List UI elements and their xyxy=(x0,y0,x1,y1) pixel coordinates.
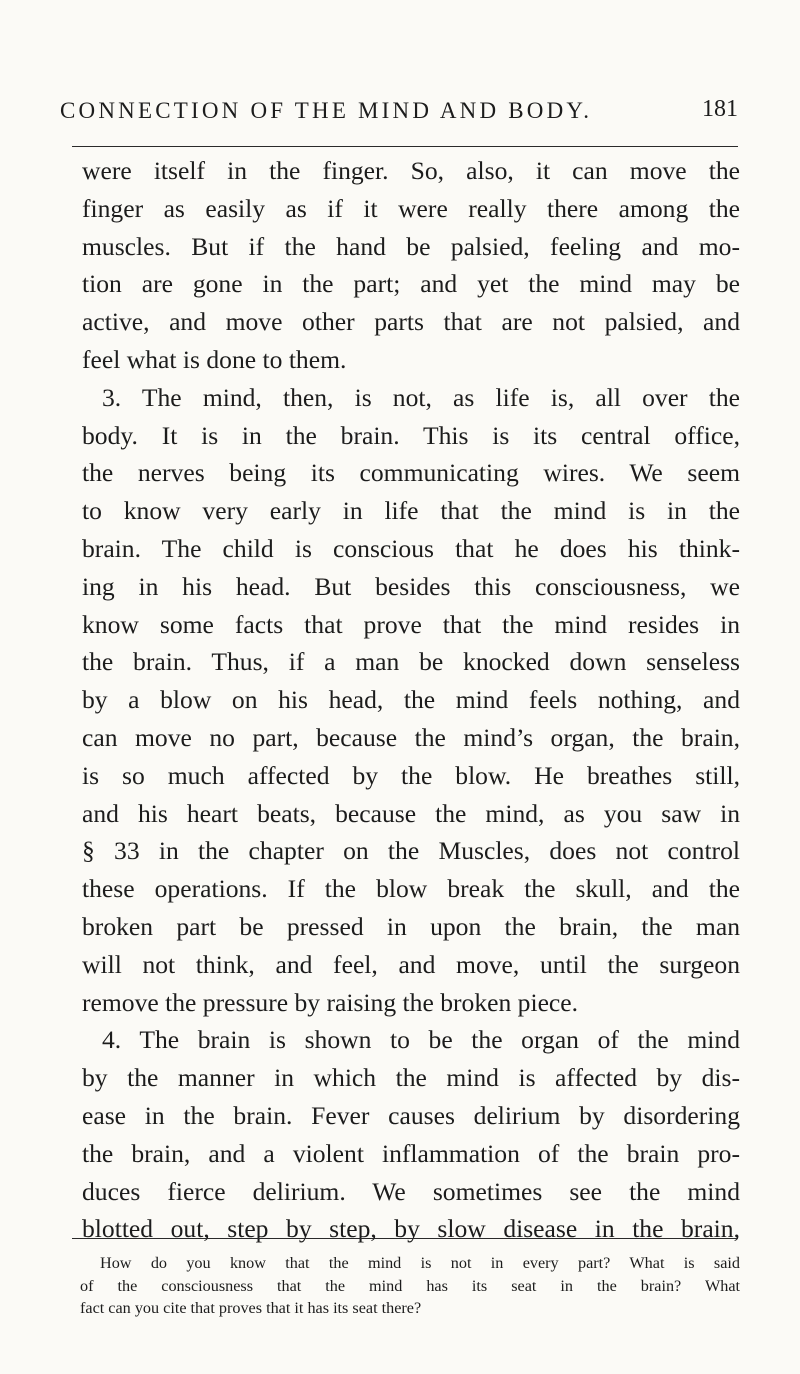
paragraph-4-start: 4. The brain is shown to be the organ of the mind xyxy=(102,1025,740,1055)
body-line: know some facts that prove that the mind resides in xyxy=(82,609,740,639)
body-line: the brain. Thus, if a man be knocked down senseless xyxy=(82,647,740,677)
body-line: active, and move other parts that are not palsied, and xyxy=(82,307,740,337)
body-line: to know very early in life that the mind is in the xyxy=(82,496,740,526)
body-line: body. It is in the brain. This is its central office, xyxy=(82,420,740,450)
body-line: the brain, and a violent inflammation of the brain pro- xyxy=(82,1138,740,1168)
header-rule xyxy=(72,146,738,147)
body-line: will not think, and feel, and move, until the surgeon xyxy=(82,949,740,979)
body-line: broken part be pressed in upon the brain, the man xyxy=(82,911,740,941)
body-line: is so much affected by the blow. He breathes still, xyxy=(82,760,740,790)
body-line: remove the pressure by raising the broken piece. xyxy=(82,987,579,1017)
footnote-line: How do you know that the mind is not in every part? What is said xyxy=(100,1254,740,1272)
page-number: 181 xyxy=(702,96,738,122)
body-line: brain. The child is conscious that he does his think- xyxy=(82,533,740,563)
body-line: and his heart beats, because the mind, as you saw in xyxy=(82,798,740,828)
body-line: feel what is done to them. xyxy=(82,344,347,374)
body-line: blotted out, step by step, by slow disease in the brain, xyxy=(82,1214,740,1244)
body-line: can move no part, because the mind’s organ, the brain, xyxy=(82,722,740,752)
body-text xyxy=(82,152,740,1248)
body-line: duces fierce delirium. We sometimes see the mind xyxy=(82,1176,740,1206)
body-line: ing in his head. But besides this consciousness, we xyxy=(82,571,740,601)
paragraph-3-start: 3. The mind, then, is not, as life is, all over the xyxy=(102,382,740,412)
footnote-line: fact can you cite that proves that it has its seat there? xyxy=(80,1299,422,1317)
body-line: these operations. If the blow break the skull, and the xyxy=(82,874,740,904)
body-line: ease in the brain. Fever causes delirium by disordering xyxy=(82,1100,740,1130)
study-questions xyxy=(80,1252,740,1320)
running-title: CONNECTION OF THE MIND AND BODY. xyxy=(60,98,593,123)
body-line: by a blow on his head, the mind feels nothing, and xyxy=(82,685,740,715)
body-line: muscles. But if the hand be palsied, feeling and mo- xyxy=(82,231,740,261)
body-line: § 33 in the chapter on the Muscles, does not control xyxy=(82,836,740,866)
body-line: were itself in the finger. So, also, it can move the xyxy=(82,156,740,185)
body-line: finger as easily as if it were really there among the xyxy=(82,193,740,223)
footnote-rule xyxy=(72,1238,738,1239)
body-line: tion are gone in the part; and yet the mind may be xyxy=(82,269,740,299)
body-line: by the manner in which the mind is affected by dis- xyxy=(82,1063,740,1093)
footnote-line: of the consciousness that the mind has its seat in the brain? What xyxy=(80,1276,740,1295)
page-header xyxy=(60,92,740,132)
body-line: the nerves being its communicating wires. We seem xyxy=(82,458,740,488)
